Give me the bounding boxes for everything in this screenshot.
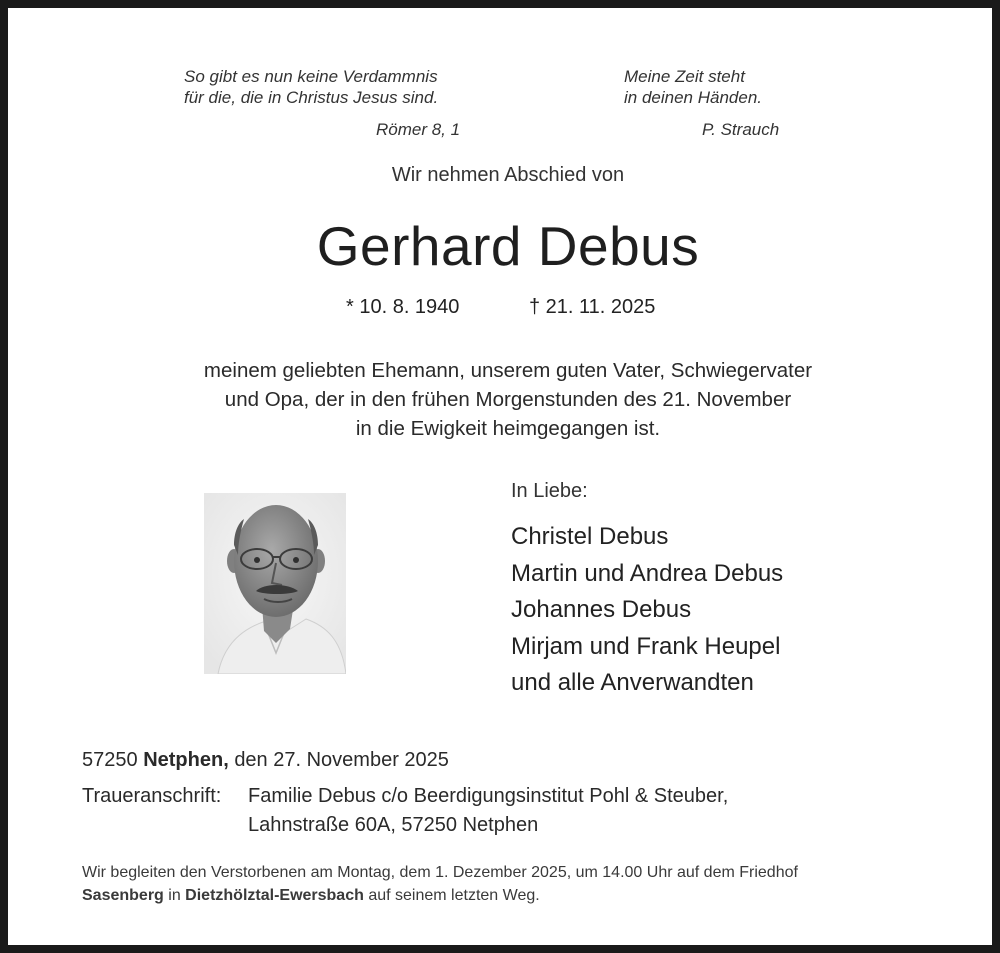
notice-date: den 27. November 2025 — [234, 749, 449, 771]
verse-left-line1: So gibt es nun keine Verdammnis — [184, 67, 438, 86]
verse-left-line2: für die, die in Christus Jesus sind. — [184, 88, 439, 107]
message-line: und Opa, der in den frühen Morgenstunden des 21. November — [224, 388, 792, 411]
mourner-name: Johannes Debus — [511, 596, 692, 623]
birth-date: * 10. 8. 1940 — [346, 296, 460, 318]
funeral-info-end: auf seinem letzten Weg. — [368, 887, 540, 904]
mourners-list — [511, 519, 783, 702]
cemetery-location: Dietzhölztal-Ewersbach — [185, 887, 364, 904]
verse-right-line1: Meine Zeit steht — [624, 67, 745, 86]
funeral-info-line1: Wir begleiten den Verstorbenen am Montag, dem 1. Dezember 2025, um 14.00 Uhr auf dem Friedhof — [82, 864, 798, 881]
portrait-photo — [204, 493, 346, 674]
message-line: in die Ewigkeit heimgegangen ist. — [355, 417, 661, 440]
intro-text: Wir nehmen Abschied von — [391, 164, 625, 186]
funeral-info — [82, 861, 798, 907]
town-name: Netphen, — [143, 749, 229, 771]
verse-right-source: P. Strauch — [702, 120, 780, 139]
verse-left-source: Römer 8, 1 — [376, 120, 461, 139]
funeral-info-line2 — [82, 884, 798, 907]
in-love-label: In Liebe: — [511, 480, 588, 502]
memorial-message — [8, 356, 1000, 443]
mourner-name: Mirjam und Frank Heupel — [511, 632, 781, 660]
mourner-name: Martin und Andrea Debus — [511, 559, 784, 587]
in-word: in — [168, 887, 181, 904]
zip-code: 57250 — [82, 749, 138, 771]
verse-right-line2: in deinen Händen. — [624, 88, 763, 107]
message-line: meinem geliebten Ehemann, unserem guten Vater, Schwiegervater — [203, 359, 813, 382]
death-date: † 21. 11. 2025 — [529, 296, 656, 318]
mourning-address-line1: Familie Debus c/o Beerdigungsinstitut Pohl & Steuber, — [248, 785, 729, 807]
mourner-name: und alle Anverwandten — [511, 669, 754, 696]
mourner-name: Christel Debus — [511, 523, 669, 550]
mourning-address-label: Traueranschrift: — [82, 785, 222, 807]
cemetery-name: Sasenberg — [82, 887, 164, 904]
deceased-name: Gerhard Debus — [316, 215, 700, 277]
mourning-address-line2: Lahnstraße 60A, 57250 Netphen — [248, 814, 539, 836]
place-date-line — [82, 749, 449, 772]
